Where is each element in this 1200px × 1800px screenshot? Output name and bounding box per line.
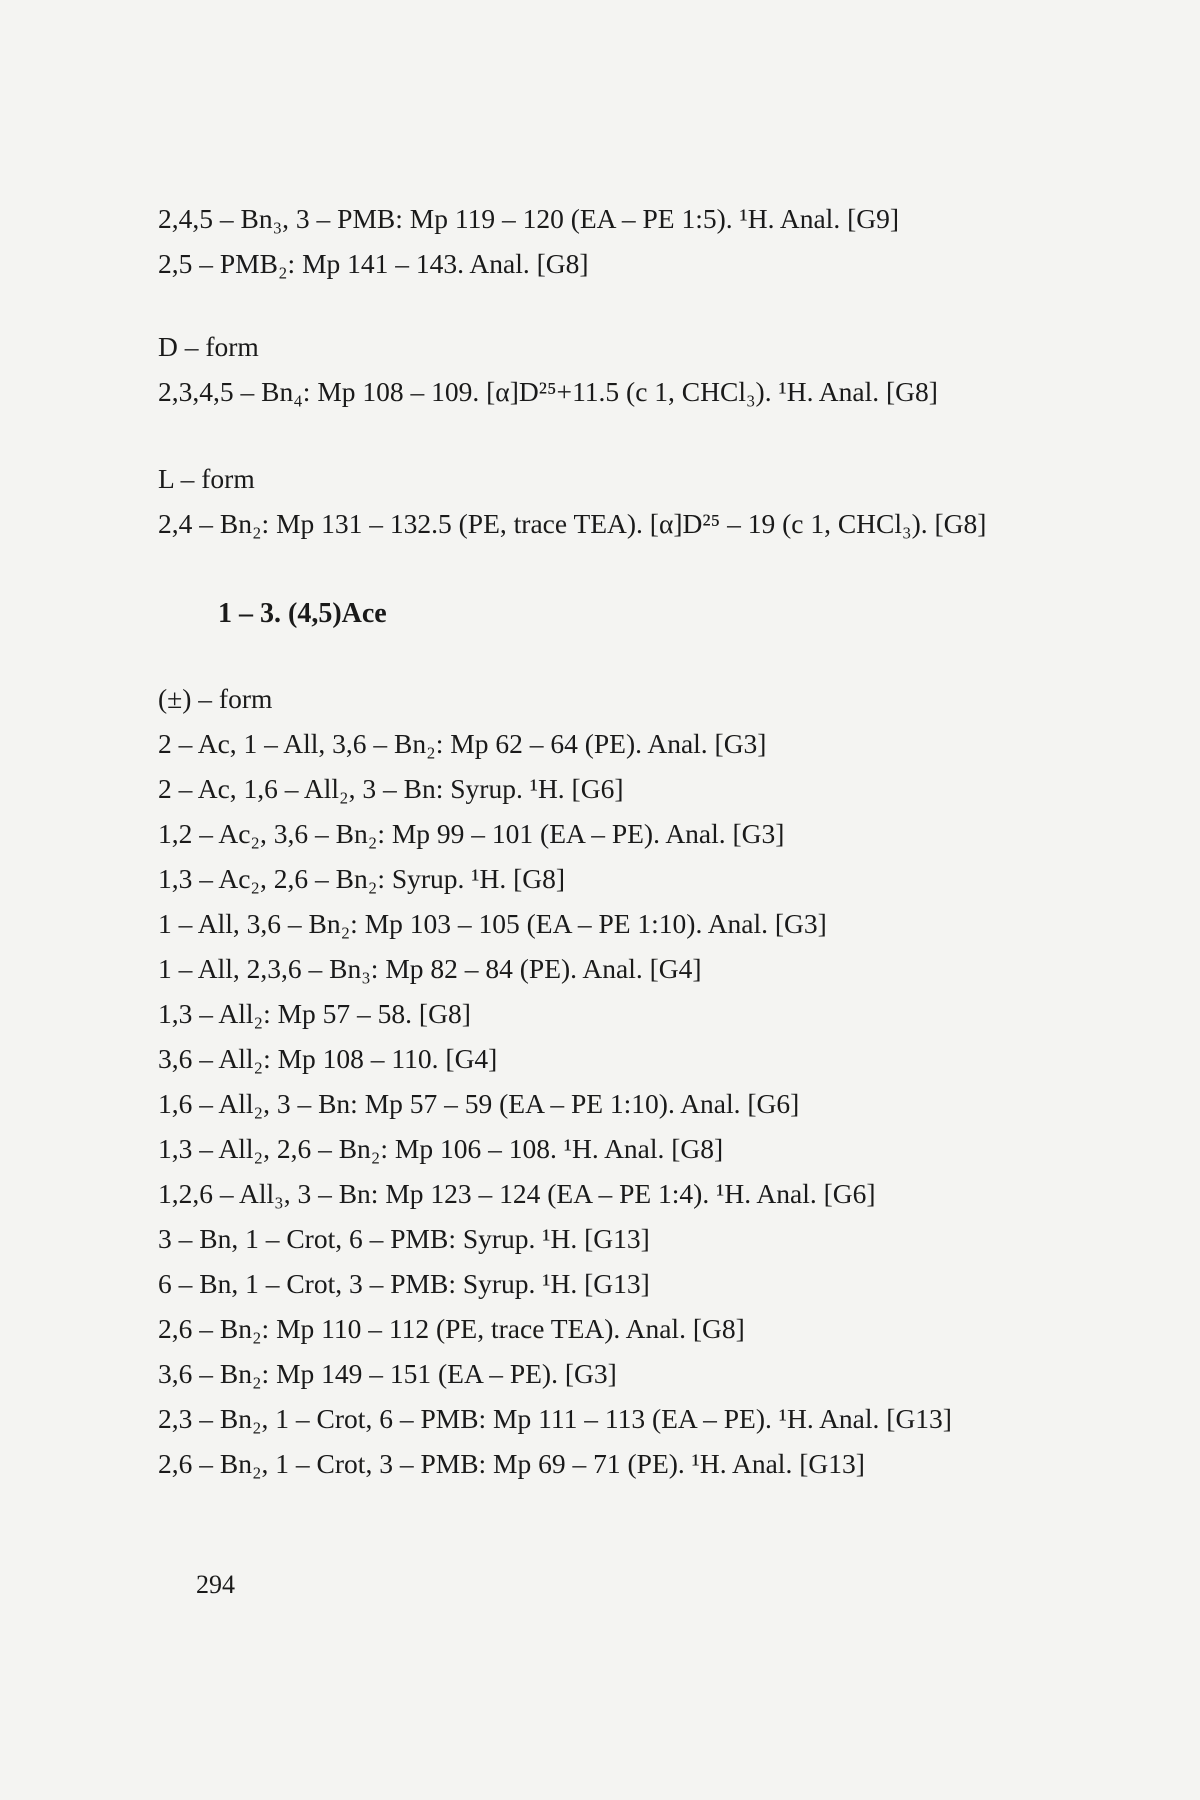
compound-line: 2,6 – Bn₂, 1 – Crot, 3 – PMB: Mp 69 – 71 (PE). ¹H. Anal. [G13]: [158, 1448, 865, 1479]
compound-line: 1 – All, 2,3,6 – Bn₃: Mp 82 – 84 (PE). Anal. [G4]: [158, 953, 702, 984]
compound-line: 2,6 – Bn₂: Mp 110 – 112 (PE, trace TEA). Anal. [G8]: [158, 1313, 745, 1344]
compound-line: 1,3 – All₂: Mp 57 – 58. [G8]: [158, 998, 471, 1029]
section-heading: 1 – 3. (4,5)Ace: [218, 598, 387, 629]
pm-form-section: [158, 676, 1140, 1486]
compound-line: 2 – Ac, 1 – All, 3,6 – Bn₂: Mp 62 – 64 (PE). Anal. [G3]: [158, 728, 767, 759]
pm-form-label: (±) – form: [158, 683, 273, 714]
compound-line: 2,4,5 – Bn₃, 3 – PMB: Mp 119 – 120 (EA – PE 1:5). ¹H. Anal. [G9]: [158, 203, 899, 234]
compound-group-1: [158, 196, 1140, 286]
compound-line: 1,2,6 – All₃, 3 – Bn: Mp 123 – 124 (EA – PE 1:4). ¹H. Anal. [G6]: [158, 1178, 876, 1209]
d-form-section: [158, 324, 1140, 414]
compound-line: 6 – Bn, 1 – Crot, 3 – PMB: Syrup. ¹H. [G13]: [158, 1268, 650, 1299]
compound-line: 1,3 – Ac₂, 2,6 – Bn₂: Syrup. ¹H. [G8]: [158, 863, 566, 894]
l-form-section: [158, 456, 1140, 546]
compound-line: 1,6 – All₂, 3 – Bn: Mp 57 – 59 (EA – PE 1:10). Anal. [G6]: [158, 1088, 800, 1119]
compound-line: 1 – All, 3,6 – Bn₂: Mp 103 – 105 (EA – PE 1:10). Anal. [G3]: [158, 908, 827, 939]
compound-line: 3,6 – All₂: Mp 108 – 110. [G4]: [158, 1043, 498, 1074]
compound-line: 3 – Bn, 1 – Crot, 6 – PMB: Syrup. ¹H. [G13]: [158, 1223, 650, 1254]
page-number: 294: [196, 1570, 235, 1599]
compound-line: 2 – Ac, 1,6 – All₂, 3 – Bn: Syrup. ¹H. [G6]: [158, 773, 624, 804]
compound-line: 1,2 – Ac₂, 3,6 – Bn₂: Mp 99 – 101 (EA – PE). Anal. [G3]: [158, 818, 785, 849]
compound-line: 2,4 – Bn₂: Mp 131 – 132.5 (PE, trace TEA). [α]D²⁵ – 19 (c 1, CHCl₃). [G8]: [158, 508, 987, 539]
compound-line: 3,6 – Bn₂: Mp 149 – 151 (EA – PE). [G3]: [158, 1358, 617, 1389]
compound-line: 1,3 – All₂, 2,6 – Bn₂: Mp 106 – 108. ¹H. Anal. [G8]: [158, 1133, 724, 1164]
compound-line: 2,3 – Bn₂, 1 – Crot, 6 – PMB: Mp 111 – 113 (EA – PE). ¹H. Anal. [G13]: [158, 1403, 952, 1434]
compound-line: 2,3,4,5 – Bn₄: Mp 108 – 109. [α]D²⁵+11.5 (c 1, CHCl₃). ¹H. Anal. [G8]: [158, 376, 938, 407]
l-form-label: L – form: [158, 463, 255, 494]
compound-line: 2,5 – PMB₂: Mp 141 – 143. Anal. [G8]: [158, 248, 589, 279]
d-form-label: D – form: [158, 331, 259, 362]
